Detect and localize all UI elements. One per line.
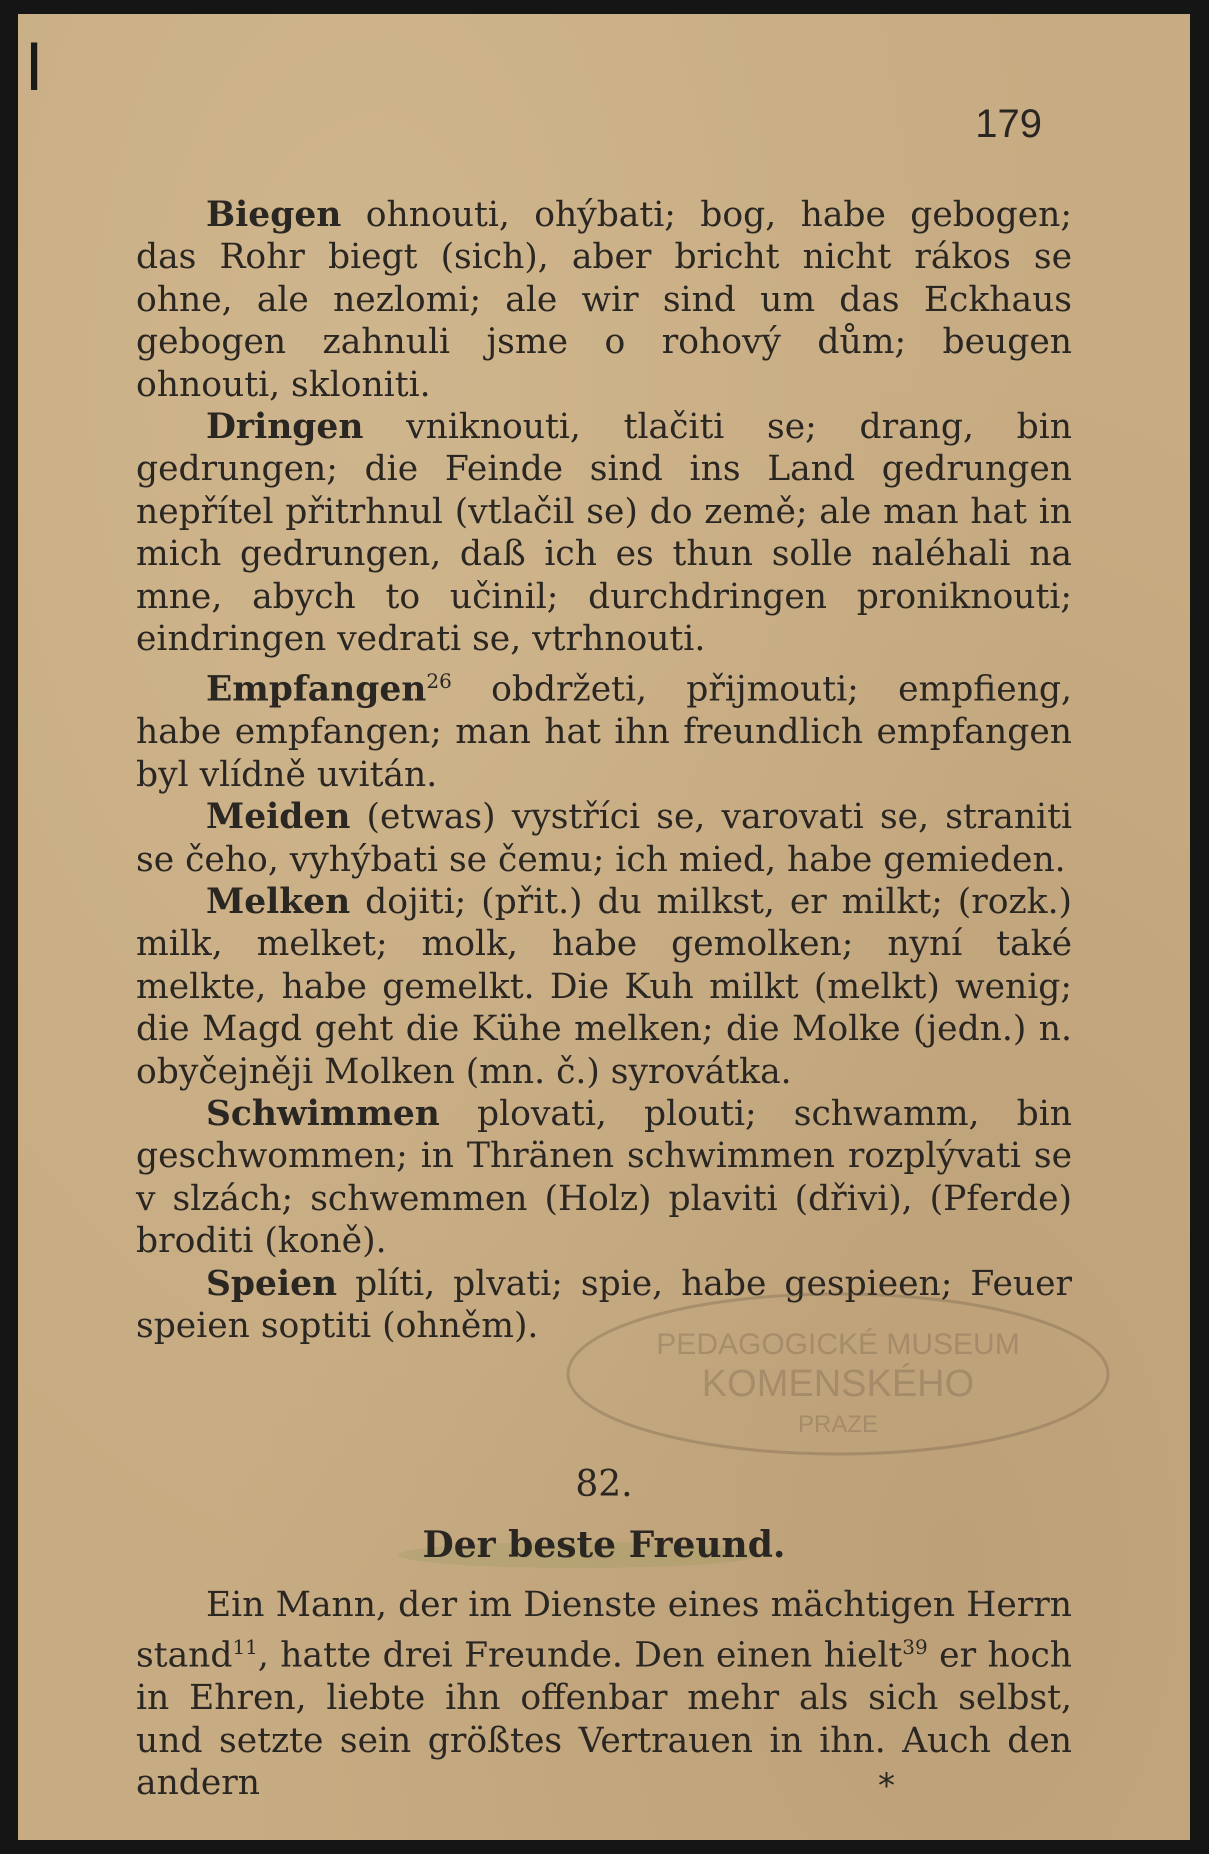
footnote-ref: 39 xyxy=(902,1635,928,1660)
entry-text: dojiti; (přit.) du milkst, er milkt; (rozk.) milk, melket; molk, habe gemolken; nyní také melkte, habe gemelkt. Die Kuh milkt (melkt) wenig; die Magd geht die Kühe melken; die Molke (jedn.) n. obyčejněji Molken (mn. č.) syrovátka. xyxy=(136,882,1072,1092)
headword: Speien xyxy=(206,1263,338,1304)
headword: Dringen xyxy=(206,407,364,448)
headword: Biegen xyxy=(206,195,342,235)
dictionary-entries xyxy=(136,194,1072,1347)
entry-text: vniknouti, tlačiti se; drang, bin gedrungen; die Feinde sind ins Land gedrungen nepřítel přitrhnul (vtlačil se) do země; ale man hat in mich gedrungen, daß ich es thun solle naléhali na mne, abych to učinil; durchdringen proniknouti; eindringen vedrati se, vtrhnouti. xyxy=(136,407,1072,660)
entry-meiden xyxy=(136,796,1072,881)
story-text-end: er hoch in Ehren, liebte ihn offenbar mehr als sich selbst, und setzte sein größtes Vertrauen in ihn. Auch den andern xyxy=(136,1635,1073,1804)
svg-text:PRAZE: PRAZE xyxy=(797,1411,879,1438)
story-text-start: Ein Mann, der im Dienste eines mächtigen Herrn stand xyxy=(136,1585,1072,1676)
entry-dringen xyxy=(136,406,1072,660)
library-stamp xyxy=(558,1284,1118,1464)
headword: Schwimmen xyxy=(206,1094,440,1135)
headword: Empfangen xyxy=(206,669,427,710)
entry-empfangen xyxy=(136,660,1072,796)
headword: Melken xyxy=(206,882,351,922)
entry-text: ohnouti, ohýbati; bog, habe gebogen; das Rohr biegt (sich), aber bricht nicht rákos se ohne, ale nezlomi; ale wir sind um das Eckhaus gebogen zahnuli jsme o rohový dům; beugen ohnouti, skloniti. xyxy=(136,195,1072,405)
entry-text: plíti, plvati; spie, habe gespieen; Feuer speien soptiti (ohněm). xyxy=(136,1263,1072,1347)
footnote-ref: 26 xyxy=(426,669,452,694)
entry-melken xyxy=(136,881,1072,1093)
footnote-ref: 11 xyxy=(232,1635,258,1660)
section-number: 82. xyxy=(575,1464,633,1505)
entry-schwimmen xyxy=(136,1093,1072,1263)
entry-text: obdržeti, přijmouti; empfieng, habe empfangen; man hat ihn freundlich empfangen byl vlídně uvitán. xyxy=(136,669,1072,795)
story-text-mid: , hatte drei Freunde. Den einen hielt xyxy=(257,1635,903,1676)
book-page xyxy=(18,14,1190,1840)
svg-text:PEDAGOGICKÉ MUSEUM: PEDAGOGICKÉ MUSEUM xyxy=(656,1328,1020,1361)
story-paragraph xyxy=(136,1584,1072,1805)
asterisk-mark: * xyxy=(878,1766,895,1806)
entry-text: (etwas) vystříci se, varovati se, straniti se čeho, vyhýbati se čemu; ich mied, habe gemieden. xyxy=(136,797,1072,880)
page-number: 179 xyxy=(975,102,1042,146)
headword: Meiden xyxy=(206,797,351,838)
section-title: Der beste Freund. xyxy=(422,1524,786,1566)
entry-text: plovati, plouti; schwamm, bin geschwommen; in Thränen schwimmen rozplývati se v slzách; schwemmen (Holz) plaviti (dřivi), (Pferde) broditi (koně). xyxy=(136,1094,1072,1262)
binding-mark: ┃ xyxy=(22,44,47,90)
svg-text:KOMENSKÉHO: KOMENSKÉHO xyxy=(701,1363,975,1405)
entry-biegen xyxy=(136,194,1072,406)
